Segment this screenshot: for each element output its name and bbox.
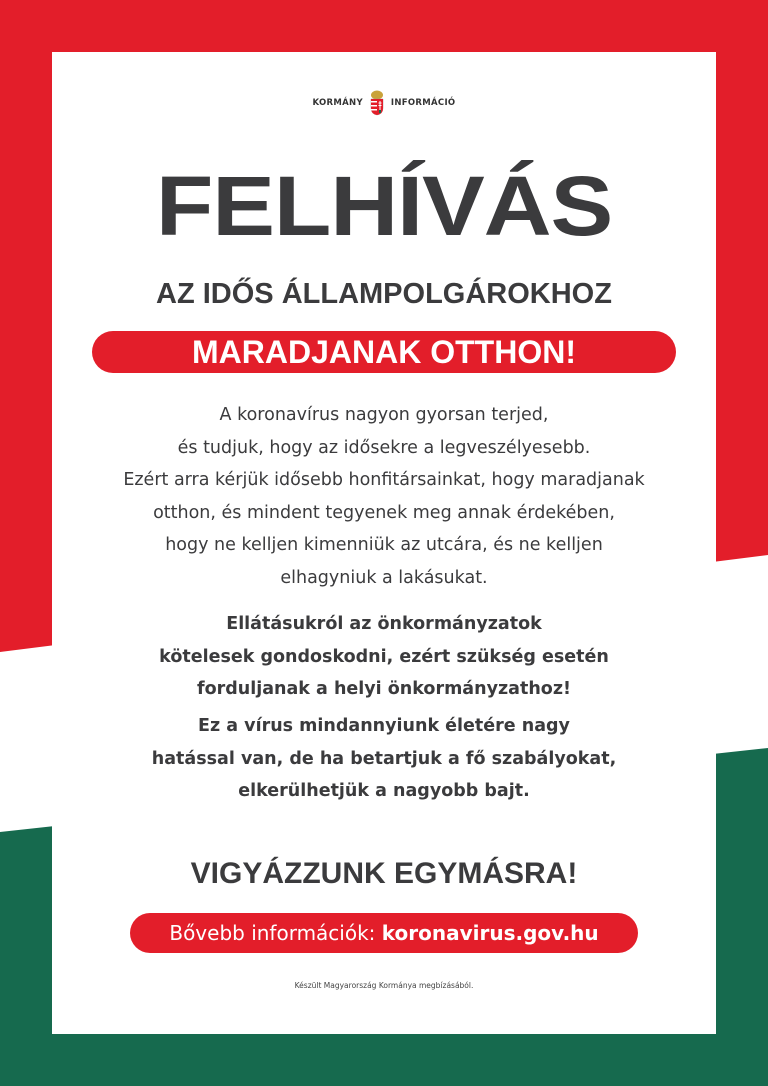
info-label: Bővebb információk:: [169, 921, 376, 945]
logo-text-right: INFORMÁCIÓ: [390, 98, 456, 108]
stay-home-banner: MARADJANAK OTTHON!: [92, 331, 676, 373]
text-line: hatással van, de ha betartjuk a fő szabályokat,: [151, 748, 617, 769]
poster-card: [52, 52, 716, 1034]
poster-subtitle: AZ IDŐS ÁLLAMPOLGÁROKHOZ: [156, 278, 612, 310]
text-line: és tudjuk, hogy az idősekre a legveszélyesebb.: [177, 437, 591, 458]
kormany-informacio-logo: [52, 90, 716, 116]
text-line: elhagyniuk a lakásukat.: [280, 567, 488, 588]
text-line: elkerülhetjük a nagyobb bajt.: [238, 781, 530, 801]
logo-text-left: KORMÁNY: [312, 98, 363, 108]
text-line: hogy ne kelljen kimenniük az utcára, és ne kelljen: [165, 535, 603, 555]
paragraph-rules: [52, 710, 716, 808]
paragraph-care: [52, 608, 716, 706]
text-line: kötelesek gondoskodni, ezért szükség esetén: [159, 646, 609, 667]
coat-of-arms-icon: [369, 90, 385, 116]
closing-slogan: VIGYÁZZUNK EGYMÁSRA!: [190, 857, 578, 890]
text-line: Ezért arra kérjük idősebb honfitársainkat, hogy maradjanak: [123, 470, 645, 490]
footer-note: Készült Magyarország Kormánya megbízásából.: [294, 981, 474, 990]
text-line: Ez a vírus mindannyiunk életére nagy: [198, 716, 570, 736]
text-line: A koronavírus nagyon gyorsan terjed,: [219, 405, 549, 425]
info-link[interactable]: koronavirus.gov.hu: [381, 921, 599, 945]
text-line: otthon, és mindent tegyenek meg annak érdekében,: [153, 502, 615, 523]
text-line: forduljanak a helyi önkormányzathoz!: [196, 679, 571, 699]
info-banner: [130, 913, 638, 953]
poster-title: FELHÍVÁS: [155, 159, 613, 253]
text-line: Ellátásukról az önkormányzatok: [226, 614, 542, 634]
paragraph-intro: [52, 399, 716, 594]
